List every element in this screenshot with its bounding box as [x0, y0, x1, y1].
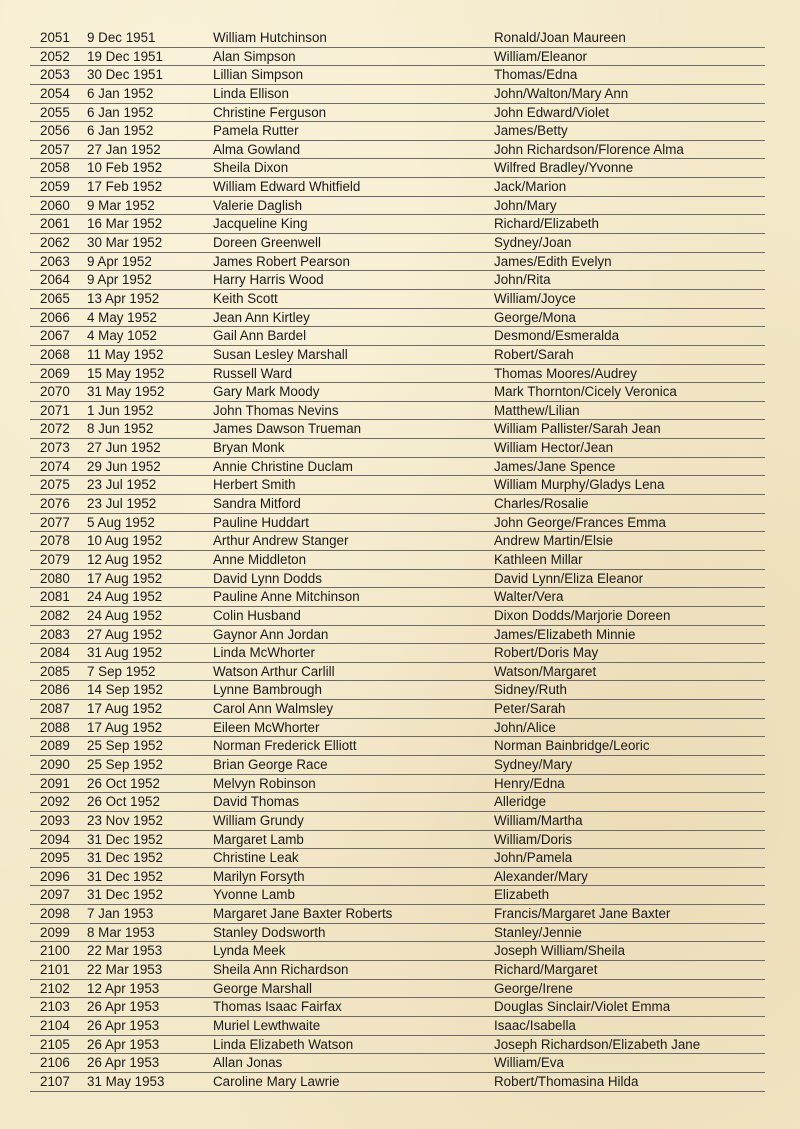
record-date: 23 Jul 1952 [87, 477, 157, 493]
record-name: Harry Harris Wood [213, 272, 324, 288]
record-parents: Elizabeth [494, 887, 550, 903]
record-parents: Sydney/Joan [494, 235, 572, 251]
record-date: 1 Jun 1952 [87, 402, 154, 418]
record-number: 2094 [40, 831, 70, 847]
record-date: 17 Aug 1952 [87, 701, 163, 717]
record-date: 24 Aug 1952 [87, 607, 163, 623]
record-date: 5 Aug 1952 [87, 514, 155, 530]
record-name: Linda McWhorter [213, 645, 315, 661]
record-name: Caroline Mary Lawrie [213, 1073, 340, 1089]
record-parents: Stanley/Jennie [494, 924, 582, 940]
record-parents: Wilfred Bradley/Yvonne [494, 160, 634, 176]
record-name: David Thomas [213, 794, 300, 810]
record-parents: John Richardson/Florence Alma [494, 141, 684, 157]
record-number: 2074 [40, 458, 70, 474]
record-parents: William/Eleanor [494, 48, 588, 64]
record-date: 24 Aug 1952 [87, 589, 163, 605]
record-date: 31 May 1953 [87, 1073, 165, 1089]
record-date: 7 Jan 1953 [87, 906, 154, 922]
record-number: 2059 [40, 179, 70, 195]
record-parents: John/Mary [494, 197, 557, 213]
record-name: William Grundy [213, 812, 304, 828]
record-row [30, 365, 765, 384]
record-name: Arthur Andrew Stanger [213, 533, 349, 549]
record-name: Lillian Simpson [213, 67, 304, 83]
record-row [30, 831, 765, 850]
record-number: 2071 [40, 402, 70, 418]
record-number: 2093 [40, 812, 70, 828]
record-name: Yvonne Lamb [213, 887, 295, 903]
record-row [30, 514, 765, 533]
record-date: 17 Aug 1952 [87, 719, 163, 735]
record-parents: Sidney/Ruth [494, 682, 567, 698]
record-date: 9 Dec 1951 [87, 30, 156, 45]
record-parents: Mark Thornton/Cicely Veronica [494, 384, 677, 400]
record-number: 2095 [40, 850, 70, 866]
record-row [30, 998, 765, 1017]
record-row [30, 924, 765, 943]
record-row [30, 588, 765, 607]
record-number: 2055 [40, 104, 70, 120]
record-date: 22 Mar 1953 [87, 962, 163, 978]
record-date: 9 Mar 1952 [87, 197, 155, 213]
record-number: 2097 [40, 887, 70, 903]
record-name: Sheila Dixon [213, 160, 289, 176]
record-parents: James/Jane Spence [494, 458, 616, 474]
record-name: Christine Leak [213, 850, 299, 866]
record-row [30, 663, 765, 682]
record-date: 9 Apr 1952 [87, 272, 152, 288]
record-date: 30 Mar 1952 [87, 235, 163, 251]
record-parents: John Edward/Violet [494, 104, 610, 120]
record-name: Norman Frederick Elliott [213, 738, 357, 754]
record-name: Russell Ward [213, 365, 293, 381]
record-row [30, 570, 765, 589]
record-name: David Lynn Dodds [213, 570, 322, 586]
record-parents: Thomas/Edna [494, 67, 578, 83]
record-number: 2089 [40, 738, 70, 754]
record-date: 13 Apr 1952 [87, 290, 160, 306]
record-parents: David Lynn/Eliza Eleanor [494, 570, 644, 586]
record-name: Marilyn Forsyth [213, 868, 305, 884]
record-date: 10 Aug 1952 [87, 533, 163, 549]
record-number: 2086 [40, 682, 70, 698]
record-date: 23 Jul 1952 [87, 496, 157, 512]
record-row [30, 961, 765, 980]
record-row [30, 775, 765, 794]
record-row [30, 159, 765, 178]
record-parents: Sydney/Mary [494, 756, 573, 772]
record-row [30, 1017, 765, 1036]
record-date: 4 May 1052 [87, 328, 157, 344]
record-parents: Matthew/Lilian [494, 402, 580, 418]
record-parents: George/Irene [494, 980, 573, 996]
record-row [30, 942, 765, 961]
record-row [30, 141, 765, 160]
record-number: 2068 [40, 346, 70, 362]
record-parents: Joseph William/Sheila [494, 943, 625, 959]
record-parents: John/Walton/Mary Ann [494, 85, 629, 101]
record-parents: John George/Frances Emma [494, 514, 666, 530]
record-name: Eileen McWhorter [213, 719, 320, 735]
record-date: 17 Aug 1952 [87, 570, 163, 586]
record-row [30, 812, 765, 831]
record-parents: Kathleen Millar [494, 551, 583, 567]
record-date: 26 Oct 1952 [87, 775, 160, 791]
record-row [30, 793, 765, 812]
record-date: 31 Aug 1952 [87, 645, 163, 661]
record-number: 2051 [40, 30, 70, 45]
record-parents: John/Rita [494, 272, 551, 288]
record-number: 2106 [40, 1055, 70, 1071]
record-number: 2102 [40, 980, 70, 996]
record-parents: Peter/Sarah [494, 701, 566, 717]
record-number: 2081 [40, 589, 70, 605]
record-name: Susan Lesley Marshall [213, 346, 348, 362]
record-row [30, 253, 765, 272]
record-parents: Dixon Dodds/Marjorie Doreen [494, 607, 671, 623]
record-row [30, 756, 765, 775]
record-parents: Alleridge [494, 794, 547, 810]
record-number: 2052 [40, 48, 70, 64]
record-name: Brian George Race [213, 756, 328, 772]
record-number: 2057 [40, 141, 70, 157]
record-date: 23 Nov 1952 [87, 812, 163, 828]
record-row [30, 66, 765, 85]
record-row [30, 980, 765, 999]
record-parents: Ronald/Joan Maureen [494, 30, 626, 45]
record-parents: Norman Bainbridge/Leoric [494, 738, 650, 754]
record-name: Sandra Mitford [213, 496, 301, 512]
record-row [30, 197, 765, 216]
record-date: 27 Jun 1952 [87, 440, 161, 456]
record-number: 2076 [40, 496, 70, 512]
record-row [30, 178, 765, 197]
record-name: Linda Ellison [213, 85, 289, 101]
record-name: Bryan Monk [213, 440, 285, 456]
record-name: Gaynor Ann Jordan [213, 626, 329, 642]
record-row [30, 383, 765, 402]
record-parents: Henry/Edna [494, 775, 565, 791]
record-number: 2058 [40, 160, 70, 176]
record-parents: William Hector/Jean [494, 440, 614, 456]
record-name: Pauline Anne Mitchinson [213, 589, 360, 605]
record-date: 26 Apr 1953 [87, 1017, 160, 1033]
record-date: 27 Jan 1952 [87, 141, 161, 157]
record-name: Margaret Lamb [213, 831, 304, 847]
record-date: 31 Dec 1952 [87, 850, 163, 866]
record-parents: Robert/Doris May [494, 645, 599, 661]
record-row [30, 905, 765, 924]
record-number: 2103 [40, 999, 70, 1015]
record-number: 2084 [40, 645, 70, 661]
record-name: Keith Scott [213, 290, 278, 306]
record-number: 2054 [40, 85, 70, 101]
record-name: Annie Christine Duclam [213, 458, 353, 474]
record-parents: Francis/Margaret Jane Baxter [494, 906, 671, 922]
record-number: 2066 [40, 309, 70, 325]
record-name: Alma Gowland [213, 141, 301, 157]
record-parents: Charles/Rosalie [494, 496, 589, 512]
record-parents: William Murphy/Gladys Lena [494, 477, 665, 493]
record-name: Gail Ann Bardel [213, 328, 307, 344]
record-parents: William/Joyce [494, 290, 576, 306]
record-parents: Andrew Martin/Elsie [494, 533, 614, 549]
record-row [30, 420, 765, 439]
record-parents: Isaac/Isabella [494, 1017, 576, 1033]
record-date: 9 Apr 1952 [87, 253, 152, 269]
record-row [30, 271, 765, 290]
record-number: 2079 [40, 551, 70, 567]
record-name: Watson Arthur Carlill [213, 663, 335, 679]
record-date: 6 Jan 1952 [87, 104, 154, 120]
record-name: Colin Husband [213, 607, 301, 623]
record-number: 2088 [40, 719, 70, 735]
record-date: 12 Apr 1953 [87, 980, 160, 996]
record-number: 2098 [40, 906, 70, 922]
record-parents: William/Martha [494, 812, 583, 828]
record-name: Muriel Lewthwaite [213, 1017, 321, 1033]
record-date: 31 Dec 1952 [87, 887, 163, 903]
record-date: 7 Sep 1952 [87, 663, 156, 679]
record-date: 12 Aug 1952 [87, 551, 163, 567]
record-name: Pamela Rutter [213, 123, 299, 139]
record-parents: Walter/Vera [494, 589, 564, 605]
record-number: 2105 [40, 1036, 70, 1052]
record-number: 2085 [40, 663, 70, 679]
record-name: Gary Mark Moody [213, 384, 320, 400]
record-date: 6 Jan 1952 [87, 85, 154, 101]
record-date: 4 May 1952 [87, 309, 157, 325]
record-name: James Robert Pearson [213, 253, 350, 269]
record-date: 15 May 1952 [87, 365, 165, 381]
record-row [30, 1054, 765, 1073]
record-date: 10 Feb 1952 [87, 160, 163, 176]
record-parents: John/Pamela [494, 850, 573, 866]
record-row [30, 476, 765, 495]
record-date: 14 Sep 1952 [87, 682, 163, 698]
record-parents: Robert/Sarah [494, 346, 574, 362]
record-number: 2065 [40, 290, 70, 306]
record-date: 26 Oct 1952 [87, 794, 160, 810]
record-number: 2083 [40, 626, 70, 642]
record-name: Lynne Bambrough [213, 682, 322, 698]
record-date: 17 Feb 1952 [87, 179, 163, 195]
record-row [30, 234, 765, 253]
record-number: 2090 [40, 756, 70, 772]
record-number: 2053 [40, 67, 70, 83]
record-number: 2092 [40, 794, 70, 810]
record-number: 2077 [40, 514, 70, 530]
record-row [30, 607, 765, 626]
record-number: 2099 [40, 924, 70, 940]
record-name: Pauline Huddart [213, 514, 310, 530]
record-number: 2104 [40, 1017, 70, 1033]
record-name: Stanley Dodsworth [213, 924, 326, 940]
record-date: 26 Apr 1953 [87, 999, 160, 1015]
record-parents: James/Betty [494, 123, 568, 139]
record-number: 2063 [40, 253, 70, 269]
record-date: 31 Dec 1952 [87, 868, 163, 884]
record-date: 25 Sep 1952 [87, 738, 163, 754]
record-name: James Dawson Trueman [213, 421, 362, 437]
record-date: 16 Mar 1952 [87, 216, 163, 232]
record-name: Alan Simpson [213, 48, 296, 64]
record-row [30, 215, 765, 234]
record-parents: William/Eva [494, 1055, 564, 1071]
record-row [30, 29, 765, 48]
record-row [30, 327, 765, 346]
record-parents: Jack/Marion [494, 179, 567, 195]
record-parents: Alexander/Mary [494, 868, 588, 884]
record-name: George Marshall [213, 980, 312, 996]
record-name: William Edward Whitfield [213, 179, 361, 195]
record-name: Sheila Ann Richardson [213, 962, 349, 978]
record-name: Valerie Daglish [213, 197, 303, 213]
record-name: Margaret Jane Baxter Roberts [213, 906, 393, 922]
record-parents: Douglas Sinclair/Violet Emma [494, 999, 671, 1015]
record-name: Lynda Meek [213, 943, 286, 959]
record-row [30, 700, 765, 719]
record-number: 2080 [40, 570, 70, 586]
record-row [30, 346, 765, 365]
record-date: 26 Apr 1953 [87, 1055, 160, 1071]
record-number: 2069 [40, 365, 70, 381]
record-parents: Watson/Margaret [494, 663, 597, 679]
records-list [30, 29, 765, 1092]
record-parents: Joseph Richardson/Elizabeth Jane [494, 1036, 701, 1052]
record-row [30, 122, 765, 141]
record-date: 30 Dec 1951 [87, 67, 163, 83]
record-parents: William/Doris [494, 831, 573, 847]
record-name: Melvyn Robinson [213, 775, 316, 791]
record-row [30, 626, 765, 645]
record-name: Doreen Greenwell [213, 235, 321, 251]
record-parents: John/Alice [494, 719, 556, 735]
record-date: 11 May 1952 [87, 346, 164, 362]
record-name: Jacqueline King [213, 216, 308, 232]
record-row [30, 85, 765, 104]
record-row [30, 458, 765, 477]
record-number: 2075 [40, 477, 70, 493]
record-date: 19 Dec 1951 [87, 48, 163, 64]
record-row [30, 439, 765, 458]
record-date: 31 May 1952 [87, 384, 165, 400]
record-parents: William Pallister/Sarah Jean [494, 421, 661, 437]
record-row [30, 309, 765, 328]
record-number: 2087 [40, 701, 70, 717]
record-number: 2091 [40, 775, 70, 791]
record-date: 8 Mar 1953 [87, 924, 155, 940]
record-parents: Thomas Moores/Audrey [494, 365, 637, 381]
record-number: 2100 [40, 943, 70, 959]
record-row [30, 644, 765, 663]
record-date: 6 Jan 1952 [87, 123, 154, 139]
record-number: 2072 [40, 421, 70, 437]
record-date: 26 Apr 1953 [87, 1036, 160, 1052]
record-parents: James/Edith Evelyn [494, 253, 612, 269]
record-row [30, 402, 765, 421]
record-name: John Thomas Nevins [213, 402, 339, 418]
record-number: 2107 [40, 1073, 70, 1089]
record-number: 2082 [40, 607, 70, 623]
record-date: 29 Jun 1952 [87, 458, 161, 474]
record-number: 2067 [40, 328, 70, 344]
record-name: Thomas Isaac Fairfax [213, 999, 342, 1015]
record-date: 22 Mar 1953 [87, 943, 163, 959]
record-parents: James/Elizabeth Minnie [494, 626, 636, 642]
record-parents: Richard/Elizabeth [494, 216, 599, 232]
record-name: Anne Middleton [213, 551, 307, 567]
record-number: 2101 [40, 962, 70, 978]
record-number: 2064 [40, 272, 70, 288]
record-date: 27 Aug 1952 [87, 626, 163, 642]
record-row [30, 681, 765, 700]
record-number: 2096 [40, 868, 70, 884]
record-name: Carol Ann Walmsley [213, 701, 334, 717]
record-number: 2060 [40, 197, 70, 213]
record-row [30, 849, 765, 868]
record-row [30, 719, 765, 738]
record-name: Christine Ferguson [213, 104, 327, 120]
record-name: Jean Ann Kirtley [213, 309, 310, 325]
record-row [30, 1073, 765, 1092]
record-name: Herbert Smith [213, 477, 296, 493]
record-parents: Richard/Margaret [494, 962, 598, 978]
record-row [30, 532, 765, 551]
record-row [30, 104, 765, 123]
record-parents: Desmond/Esmeralda [494, 328, 620, 344]
record-parents: George/Mona [494, 309, 576, 325]
record-date: 31 Dec 1952 [87, 831, 163, 847]
record-row [30, 551, 765, 570]
record-number: 2056 [40, 123, 70, 139]
record-number: 2062 [40, 235, 70, 251]
record-row [30, 48, 765, 67]
record-name: Allan Jonas [213, 1055, 283, 1071]
record-date: 25 Sep 1952 [87, 756, 163, 772]
record-number: 2078 [40, 533, 70, 549]
record-row [30, 290, 765, 309]
record-number: 2061 [40, 216, 70, 232]
record-number: 2073 [40, 440, 70, 456]
record-number: 2070 [40, 384, 70, 400]
record-row [30, 1036, 765, 1055]
record-date: 8 Jun 1952 [87, 421, 154, 437]
record-row [30, 868, 765, 887]
record-name: Linda Elizabeth Watson [213, 1036, 354, 1052]
record-row [30, 495, 765, 514]
record-row [30, 886, 765, 905]
record-row [30, 737, 765, 756]
record-parents: Robert/Thomasina Hilda [494, 1073, 639, 1089]
record-name: William Hutchinson [213, 30, 327, 45]
